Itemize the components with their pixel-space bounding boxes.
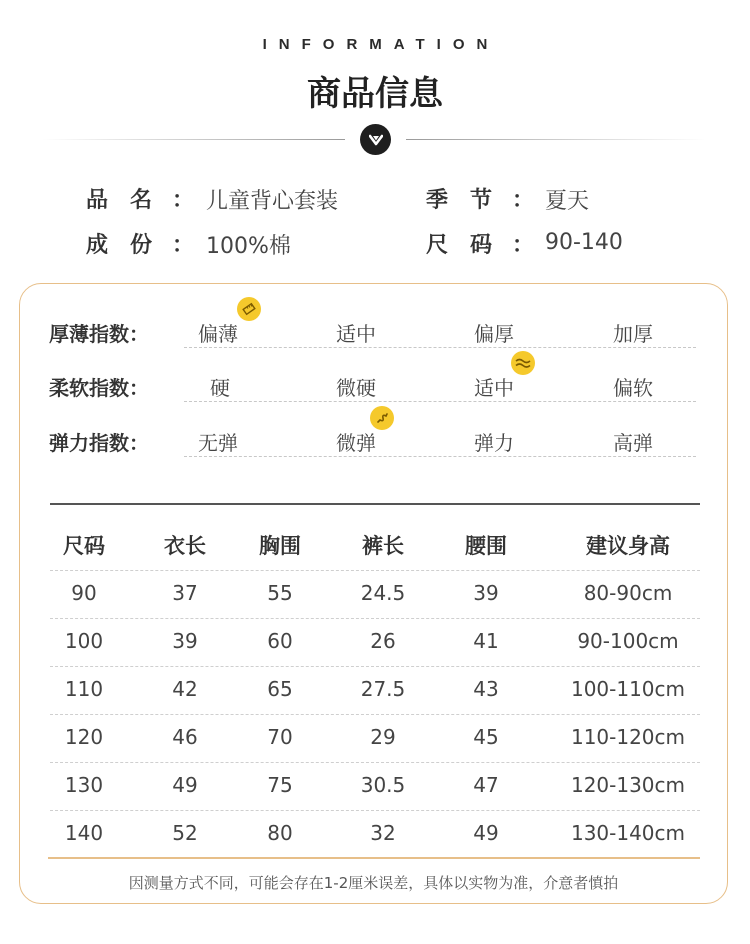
- index-option: 微弹: [336, 431, 376, 455]
- table-cell: 49: [473, 821, 499, 845]
- table-cell: 49: [172, 773, 198, 797]
- info-colon: ：: [172, 233, 195, 258]
- table-cell: 90-100cm: [577, 629, 679, 653]
- info-size-value: 90-140: [545, 230, 623, 255]
- table-cell: 30.5: [360, 773, 406, 797]
- table-cell: 120-130cm: [570, 773, 686, 797]
- table-cell: 24.5: [360, 581, 406, 605]
- table-cell: 80-90cm: [583, 581, 673, 605]
- table-cell: 32: [370, 821, 396, 845]
- info-name-value: 儿童背心套装: [206, 189, 339, 214]
- table-row-divider: [50, 762, 700, 763]
- table-cell: 26: [370, 629, 396, 653]
- measurement-note: 因测量方式不同，可能会存在1-2厘米误差，具体以实物为准，介意者慎拍: [128, 874, 619, 892]
- info-colon: ：: [172, 188, 195, 213]
- index-label-softness: 柔软指数：: [49, 376, 149, 400]
- info-size-label: 尺码: [426, 233, 515, 258]
- info-season-value: 夏天: [545, 189, 590, 214]
- index-option: 偏薄: [198, 322, 238, 346]
- table-cell: 110-120cm: [570, 725, 686, 749]
- table-cell: 100-110cm: [570, 677, 686, 701]
- chevron-down-icon: [360, 124, 391, 155]
- spring-icon: [370, 406, 394, 430]
- table-top-rule: [50, 503, 700, 505]
- table-cell: 130-140cm: [570, 821, 686, 845]
- table-header-cell: 尺码: [63, 534, 105, 558]
- page-title: 商品信息: [307, 74, 443, 114]
- header-en-title: INFORMATION: [262, 36, 500, 53]
- table-cell: 75: [267, 773, 293, 797]
- table-cell: 46: [172, 725, 198, 749]
- wave-icon: [511, 351, 535, 375]
- table-cell: 45: [473, 725, 499, 749]
- index-option: 偏软: [613, 376, 653, 400]
- table-row-divider: [50, 714, 700, 715]
- index-underline: [184, 347, 696, 348]
- index-option: 适中: [474, 376, 514, 400]
- info-colon: ：: [512, 188, 535, 213]
- table-header-cell: 建议身高: [586, 534, 670, 558]
- table-row-divider: [50, 666, 700, 667]
- table-cell: 29: [370, 725, 396, 749]
- info-material-label: 成份: [86, 233, 175, 258]
- table-row-divider: [50, 618, 700, 619]
- index-option: 硬: [210, 376, 230, 400]
- table-cell: 80: [267, 821, 293, 845]
- table-cell: 60: [267, 629, 293, 653]
- table-cell: 47: [473, 773, 499, 797]
- table-cell: 39: [172, 629, 198, 653]
- table-row-divider: [50, 570, 700, 571]
- table-header-cell: 胸围: [259, 534, 301, 558]
- table-cell: 52: [172, 821, 198, 845]
- table-cell: 70: [267, 725, 293, 749]
- index-option: 加厚: [613, 322, 653, 346]
- index-underline: [184, 401, 696, 402]
- table-bottom-rule: [48, 857, 700, 859]
- info-colon: ：: [512, 233, 535, 258]
- info-season-label: 季节: [426, 188, 515, 213]
- table-header-cell: 衣长: [164, 534, 206, 558]
- ruler-icon: [237, 297, 261, 321]
- table-cell: 39: [473, 581, 499, 605]
- table-cell: 130: [64, 773, 104, 797]
- index-label-thickness: 厚薄指数：: [49, 322, 149, 346]
- table-cell: 65: [267, 677, 293, 701]
- info-material-value: 100%棉: [206, 234, 291, 259]
- table-cell: 43: [473, 677, 499, 701]
- table-cell: 27.5: [360, 677, 406, 701]
- table-cell: 55: [267, 581, 293, 605]
- index-option: 微硬: [336, 376, 376, 400]
- table-header-cell: 裤长: [362, 534, 404, 558]
- index-underline: [184, 456, 696, 457]
- index-option: 适中: [336, 322, 376, 346]
- divider-right: [406, 139, 706, 140]
- table-cell: 110: [64, 677, 104, 701]
- index-option: 偏厚: [474, 322, 514, 346]
- table-cell: 140: [64, 821, 104, 845]
- table-cell: 120: [64, 725, 104, 749]
- table-cell: 41: [473, 629, 499, 653]
- index-option: 无弹: [198, 431, 238, 455]
- info-name-label: 品名: [86, 188, 175, 213]
- table-header-cell: 腰围: [465, 534, 507, 558]
- table-cell: 100: [64, 629, 104, 653]
- index-label-elasticity: 弹力指数：: [49, 431, 149, 455]
- index-option: 弹力: [474, 431, 514, 455]
- table-row-divider: [50, 810, 700, 811]
- table-cell: 42: [172, 677, 198, 701]
- table-cell: 90: [71, 581, 97, 605]
- index-option: 高弹: [613, 431, 653, 455]
- divider-left: [42, 139, 345, 140]
- table-cell: 37: [172, 581, 198, 605]
